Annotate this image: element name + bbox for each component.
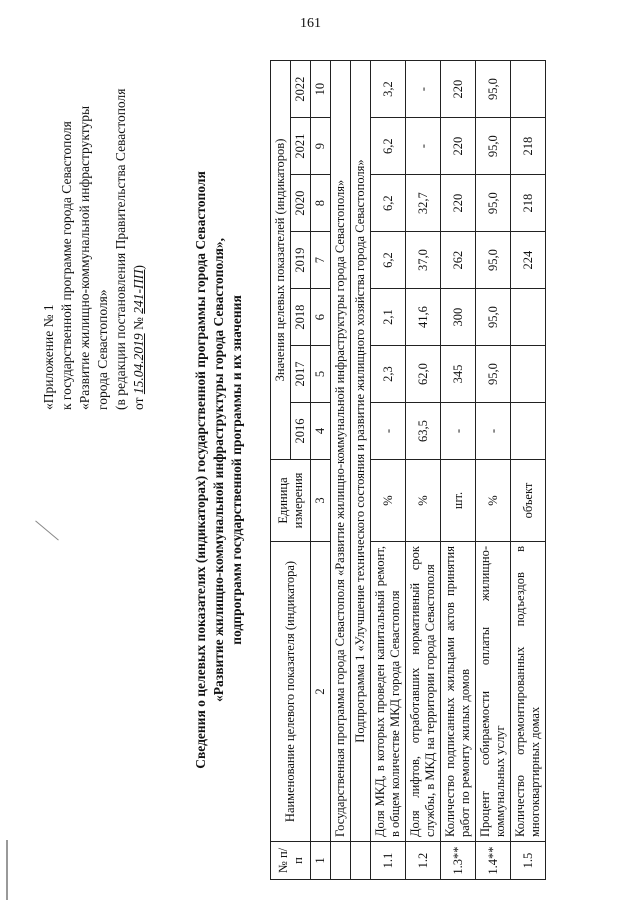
appendix-line: города Севастополя» — [95, 289, 110, 410]
row-num: 1.1 — [371, 842, 406, 880]
table-column-numbers-row — [311, 61, 331, 880]
indicators-table — [270, 60, 546, 880]
row-value: 218 — [511, 175, 546, 232]
row-value: 218 — [511, 118, 546, 175]
row-value — [511, 61, 546, 118]
row-name: Количество отремонтированных подъездов в многоквартирных домах — [511, 542, 546, 842]
col-number: 8 — [311, 175, 331, 232]
appendix-line: (в редакции постановления Правительства Севастополя — [113, 88, 128, 410]
page-number: 161 — [300, 16, 321, 31]
row-value: - — [441, 403, 476, 460]
subprogram-row-title: Подпрограмма 1 «Улучшение технического состояния и развитие жилищного хозяйства города Севастополя» — [351, 61, 371, 842]
handwritten-number: 241-ПП — [131, 269, 146, 314]
row-value: 2,1 — [371, 289, 406, 346]
row-value: - — [476, 403, 511, 460]
appendix-line: «Приложение № 1 — [41, 304, 56, 410]
row-value: 95,0 — [476, 175, 511, 232]
col-number: 2 — [311, 542, 331, 842]
heading-line: «Развитие жилищно-коммунальной инфраструктуры города Севастополя», — [211, 238, 226, 702]
table-row — [511, 61, 546, 880]
row-value: - — [371, 403, 406, 460]
col-number: 6 — [311, 289, 331, 346]
col-number: 9 — [311, 118, 331, 175]
table-header-row — [271, 61, 291, 880]
row-num: 1.4** — [476, 842, 511, 880]
table-row — [371, 61, 406, 880]
header-unit: Единица измерения — [271, 460, 311, 542]
header-year: 2016 — [291, 403, 311, 460]
row-name: Доля МКД, в которых проведен капитальный ремонт, в общем количестве МКД города Севастополя — [371, 542, 406, 842]
row-value: 95,0 — [476, 289, 511, 346]
subprogram-row-blank — [351, 842, 371, 880]
program-row-blank — [331, 842, 351, 880]
row-value: 95,0 — [476, 346, 511, 403]
row-value: 62,0 — [406, 346, 441, 403]
row-value: 6,2 — [371, 232, 406, 289]
header-name: Наименование целевого показателя (индикатора) — [271, 542, 311, 842]
header-year: 2019 — [291, 232, 311, 289]
header-num: № п/п — [271, 842, 311, 880]
appendix-date-line — [130, 80, 148, 410]
row-value: 95,0 — [476, 61, 511, 118]
row-value — [511, 289, 546, 346]
row-num: 1.3** — [441, 842, 476, 880]
row-unit: % — [371, 460, 406, 542]
header-values-group: Значения целевых показателей (индикаторов) — [271, 61, 291, 460]
row-value: 3,2 — [371, 61, 406, 118]
scan-edge-mark — [6, 840, 8, 900]
subprogram-row — [351, 61, 371, 880]
document-heading — [192, 150, 246, 790]
row-value: - — [406, 61, 441, 118]
row-unit: объект — [511, 460, 546, 542]
row-value: 6,2 — [371, 175, 406, 232]
table-row — [476, 61, 511, 880]
heading-line: Сведения о целевых показателях (индикаторах) государственной программы города Севастополя — [193, 171, 208, 769]
row-value: 95,0 — [476, 232, 511, 289]
row-value: 37,0 — [406, 232, 441, 289]
row-unit: шт. — [441, 460, 476, 542]
col-number: 10 — [311, 61, 331, 118]
row-value: 32,7 — [406, 175, 441, 232]
row-value: 6,2 — [371, 118, 406, 175]
table-row — [441, 61, 476, 880]
header-year: 2021 — [291, 118, 311, 175]
row-value: - — [406, 118, 441, 175]
row-value: 220 — [441, 61, 476, 118]
program-row — [331, 61, 351, 880]
col-number: 5 — [311, 346, 331, 403]
row-value: 224 — [511, 232, 546, 289]
row-name: Процент собираемости оплаты жилищно-коммунальных услуг — [476, 542, 511, 842]
handwritten-date: 15.04.2019 — [131, 333, 146, 395]
row-value: 41,6 — [406, 289, 441, 346]
row-num: 1.5 — [511, 842, 546, 880]
header-year: 2017 — [291, 346, 311, 403]
row-value: 262 — [441, 232, 476, 289]
rotated-content — [41, 60, 631, 880]
row-value: 63,5 — [406, 403, 441, 460]
appendix-line: «Развитие жилищно-коммунальной инфраструктуры — [77, 105, 92, 410]
row-num: 1.2 — [406, 842, 441, 880]
row-value: 220 — [441, 175, 476, 232]
col-number: 7 — [311, 232, 331, 289]
program-row-title: Государственная программа города Севастополя «Развитие жилищно-коммунальной инфраструктуры города Севастополя» — [331, 61, 351, 842]
row-value: 220 — [441, 118, 476, 175]
appendix-block — [40, 80, 148, 410]
pen-stroke-mark — [35, 520, 59, 540]
appendix-no-sign: № — [131, 317, 146, 331]
row-unit: % — [406, 460, 441, 542]
row-value: 345 — [441, 346, 476, 403]
row-value: 300 — [441, 289, 476, 346]
header-year: 2022 — [291, 61, 311, 118]
row-value: 95,0 — [476, 118, 511, 175]
row-value — [511, 403, 546, 460]
appendix-close-paren: ) — [131, 265, 146, 270]
header-year: 2018 — [291, 289, 311, 346]
row-name: Количество подписанных жильцами актов принятия работ по ремонту жилых домов — [441, 542, 476, 842]
col-number: 1 — [311, 842, 331, 880]
header-year: 2020 — [291, 175, 311, 232]
heading-line: подпрограмм государственной программы и их значения — [229, 295, 244, 645]
row-value — [511, 346, 546, 403]
col-number: 4 — [311, 403, 331, 460]
appendix-ot: от — [131, 397, 146, 410]
appendix-line: к государственной программе города Севастополя — [59, 121, 74, 410]
col-number: 3 — [311, 460, 331, 542]
row-name: Доля лифтов, отработавших нормативный срок службы, в МКД на территории города Севастополя — [406, 542, 441, 842]
row-unit: % — [476, 460, 511, 542]
table-row — [406, 61, 441, 880]
row-value: 2,3 — [371, 346, 406, 403]
